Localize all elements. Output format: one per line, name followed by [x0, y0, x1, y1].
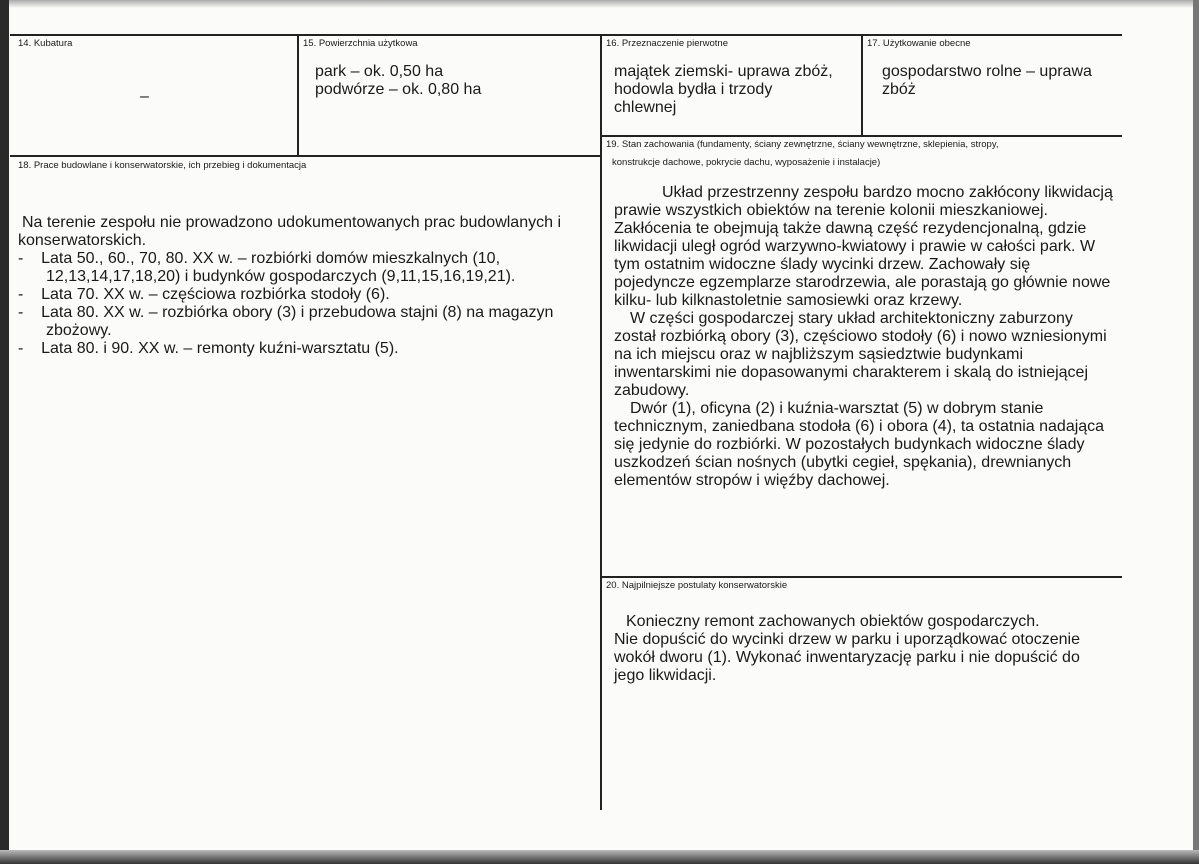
scan-edge-bottom — [0, 850, 1199, 864]
divider — [297, 34, 299, 156]
field-18-value: Na terenie zespołu nie prowadzono udokumentowanych prac budowlanych i konserwatorskich. - Lata 50., 60., 70, 80. XX w. – rozbiórki domów mieszkalnych (10, 12,13,14,17,18,20) i budynków gospodarczych (9,11,15,16,19,21). - Lata 70. XX w. – częściowa rozbiórka stodoły (6). - Lata 80. XX w. – rozbiórka obory (3) i przebudowa stajni (8) na magazyn zbożowy. - Lata 80. i 90. XX w. – remonty kuźni-warsztatu (5). — [18, 214, 596, 358]
divider — [10, 34, 1122, 36]
field-19-label: 19. Stan zachowania (fundamenty, ściany zewnętrzne, ściany wewnętrzne, sklepienia, stropy, konstrukcje dachowe, pokrycie dachu, wyposażenie i instalacje) — [606, 139, 999, 168]
field-18-label: 18. Prace budowlane i konserwatorskie, ich przebieg i dokumentacja — [18, 160, 307, 171]
field-20-value: Konieczny remont zachowanych obiektów gospodarczych. Nie dopuścić do wycinki drzew w parku i uporządkować otoczenie wokół dworu (1). Wykonać inwentaryzację parku i nie dopuścić do jego likwidacji. — [614, 613, 1080, 684]
list-item: - Lata 50., 60., 70, 80. XX w. – rozbiórki domów mieszkalnych (10, 12,13,14,17,18,20) i budynków gospodarczych (9,11,15,16,19,21). — [18, 250, 516, 285]
field-14-label: 14. Kubatura — [18, 38, 73, 49]
field-16-label: 16. Przeznaczenie pierwotne — [606, 38, 728, 49]
field-14-value: – — [140, 88, 149, 105]
field-15-label: 15. Powierzchnia użytkowa — [303, 38, 418, 49]
list-item: - Lata 80. XX w. – rozbiórka obory (3) i przebudowa stajni (8) na magazyn zbożowy. — [18, 304, 554, 339]
divider — [600, 135, 1122, 137]
list-item: - Lata 70. XX w. – częściowa rozbiórka stodoły (6). — [18, 286, 390, 303]
scan-edge-top — [0, 0, 1199, 8]
list-item: - Lata 80. i 90. XX w. – remonty kuźni-warsztatu (5). — [18, 340, 399, 357]
divider — [861, 34, 863, 136]
field-16-value: majątek ziemski- uprawa zbóż, hodowla bydła i trzody chlewnej — [614, 63, 833, 116]
divider — [600, 576, 1122, 578]
scan-edge-right — [1193, 0, 1199, 864]
field-19-value: Układ przestrzenny zespołu bardzo mocno zakłócony likwidacją prawie wszystkich obiektów na terenie kolonii mieszkaniowej. Zakłócenia te obejmują także dawną część rezydencjonalną, gdzie likwidacji uległ ogród warzywno-kwiatowy i prawie w całości park. W tym ostatnim widoczne ślady wycinki drzew. Zachowały się pojedyncze egzemplarze starodrzewia, ale porastają go głównie nowe kilku- lub kilknastoletnie samosiewki oraz krzewy. W części gospodarczej stary układ architektoniczny zaburzony został rozbiórką obory (3), częściowo stodoły (6) i nowo wzniesionymi na ich miejscu oraz w najbliższym sąsiedztwie budynkami inwentarskimi nie dopasowanymi charakterem i skalą do istniejącej zabudowy. Dwór (1), oficyna (2) i kuźnia-warsztat (5) w dobrym stanie technicznym, zaniedbana stodoła (6) i obora (4), ta ostatnia nadająca się jedynie do rozbiórki. W pozostałych budynkach widoczne ślady uszkodzeń ścian nośnych (ubytki cegieł, spękania), drewnianych elementów stropów i więźby dachowej. — [614, 184, 1113, 489]
divider — [600, 34, 602, 810]
scan-edge-left — [0, 0, 9, 864]
divider — [10, 155, 600, 157]
field-17-value: gospodarstwo rolne – uprawa zbóż — [882, 63, 1092, 98]
field-20-label: 20. Najpilniejsze postulaty konserwatorskie — [606, 580, 788, 591]
field-17-label: 17. Użytkowanie obecne — [867, 38, 971, 49]
field-15-value: park – ok. 0,50 ha podwórze – ok. 0,80 ha — [315, 63, 482, 98]
